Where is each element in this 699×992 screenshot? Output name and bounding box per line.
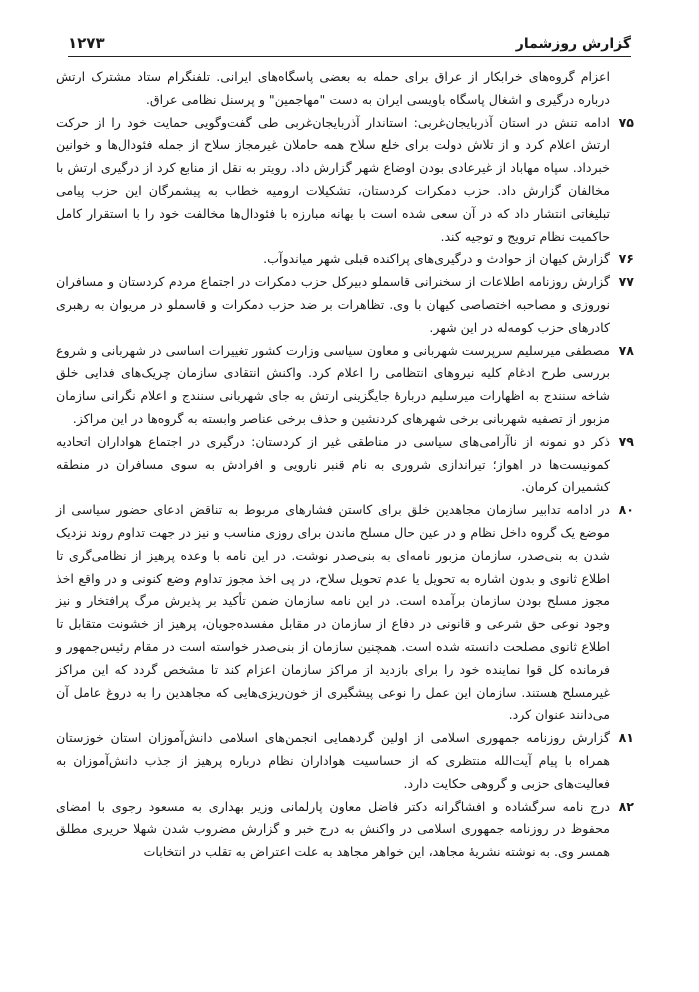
entry-number: ۷۸ xyxy=(618,342,634,358)
entry-78 xyxy=(56,340,634,431)
entry-80 xyxy=(56,499,634,727)
entry-text: ادامه تنش در استان آذربایجان‌غربی: استاندار آذربایجان‌غربی طی گفت‌وگویی حمایت خود را از حرکت ارتش اعلام کرد و از تلاش دولت برای خلع سلاح همه حاملان غیرمجاز سلاح از جمله فئودال‌ها و خوانین خبرداد. سپاه مهاباد از غیرعادی بودن اوضاع شهر گزارش داد. رویتر به نقل از منابع کرد از درگیری ارتش با مخالفان گزارش داد. حزب دمکرات کردستان، تشکیلات ارومیه خطاب به پیشمرگان این حزب پیامی تبلیغاتی انتشار داد که در آن سعی شده است با بهانه مبارزه با فئودال‌ها مخالفت خود را با استقرار کامل حاکمیت نظام ترویج و توجیه کند. xyxy=(56,114,610,244)
entry-text: مصطفی میرسلیم سرپرست شهربانی و معاون سیاسی وزارت کشور تغییرات اساسی در شهربانی و شروع بررسی طرح ادغام کلیه نیروهای انتظامی را اعلام کرد. واکنش انتقادی سازمان چریک‌های فدایی خلق شاخه سنندج به اظهارات میرسلیم دربارهٔ جایگزینی ارتش به جای شهربانی سنندج و اعلام نگرانی سازمان مزبور از تصفیه شهربانی برخی شهرهای کردنشین و حذف برخی عناصر وابسته به گروه‌ها در این مراکز. xyxy=(56,342,610,426)
entry-number: ۷۵ xyxy=(618,114,634,130)
entry-82 xyxy=(56,796,634,864)
entry-75 xyxy=(56,112,634,249)
entry-number: ۷۹ xyxy=(618,433,634,449)
running-title: گزارش روزشمار xyxy=(515,36,631,52)
entry-number: ۸۲ xyxy=(618,798,634,814)
entry-text: گزارش روزنامه جمهوری اسلامی از اولین گردهمایی انجمن‌های اسلامی دانش‌آموزان استان خوزستان همراه با پیام آیت‌الله منتظری که از حساسیت هواداران نظام درباره پرهیز از جذب دانش‌آموزان به فعالیت‌های حزبی و گروهی حکایت دارد. xyxy=(56,730,610,791)
entry-79 xyxy=(56,431,634,499)
entry-81 xyxy=(56,727,634,795)
entry-76 xyxy=(56,248,634,271)
running-header xyxy=(68,28,631,52)
entry-text: گزارش کیهان از حوادث و درگیری‌های پراکنده قبلی شهر میاندوآب. xyxy=(263,251,610,267)
entries-list xyxy=(56,66,634,864)
entry-number: ۸۱ xyxy=(618,730,634,746)
entry-text: اعزام گروه‌های خرابکار از عراق برای حمله به بعضی پاسگاه‌های ایرانی. تلفنگرام ستاد مشترک ارتش درباره درگیری و اشغال پاسگاه باویسی ایران به دست "مهاجمین" و پرسنل نظامی عراق. xyxy=(56,69,610,107)
entry-text: درج نامه سرگشاده و افشاگرانه دکتر فاضل معاون پارلمانی وزیر بهداری به مسعود رجوی با امضای محفوظ در روزنامه جمهوری اسلامی در واکنش به درج خبر و گزارش مضروب شدن شهلا حریری مطلق همسر وی. به نوشته نشریهٔ مجاهد، این خواهر مجاهد به علت اعتراض به تقلب در انتخابات xyxy=(56,798,610,860)
header-rule xyxy=(68,56,631,57)
entry-number: ۸۰ xyxy=(618,502,634,518)
entry-text: ذکر دو نمونه از ناآرامی‌های سیاسی در مناطقی غیر از کردستان: درگیری در اجتماع هواداران اتحادیه کمونیست‌ها در اهواز؛ تیراندازی شروری به نام قنبر نارویی و افرادش به سوی مسافران در منطقه کشمیران کرمان. xyxy=(56,433,610,495)
entry-number: ۷۷ xyxy=(618,274,634,290)
entry-77 xyxy=(56,271,634,339)
entry-text: در ادامه تدابیر سازمان مجاهدین خلق برای کاستن فشارهای مربوط به تناقض ادعای حضور سیاسی از موضع یک گروه داخل نظام و در عین حال مسلح ماندن برای روزی مناسب و نیز در جهت تداوم روند نزدیک شدن به بنی‌صدر، سازمان مزبور نامه‌ای به بنی‌صدر نوشت. در این نامه با وعده پرهیز از نظامی‌گری تا اطلاع ثانوی و بدون اشاره به تحویل یا عدم تحویل سلاح، در پی اخذ مجوز تداوم وضع کنونی و در واقع اخذ مجوز مسلح بودن سازمان برآمده است. در این نامه سازمان ضمن تأکید بر پذیرش مرگ پرافتخار و نیز وجود نوعی حق شرعی و قانونی در دفاع از سازمان در مقابل مفسده‌جویان، پرهیز از خشونت متقابل تا اطلاع ثانوی مصلحت دانسته شده است. همچنین سازمان از بنی‌صدر خواسته است در مقام رئیس‌جمهور و فرمانده کل قوا نماینده خود را برای بازدید از مراکز سازمان اعزام کند تا مشخص گردد که این مراکز غیرمسلح هستند. سازمان این عمل را نوعی پیشگیری از خون‌ریزی‌هایی که مجاهدین را به دروغ عامل آن می‌دانند عنوان کرد. xyxy=(56,502,610,723)
entry-number: ۷۶ xyxy=(618,251,634,267)
entry-continuation xyxy=(56,66,634,112)
entry-text: گزارش روزنامه اطلاعات از سخنرانی قاسملو دبیرکل حزب دمکرات در اجتماع مردم کردستان و مسافران نوروزی و مصاحبه اختصاصی کیهان با وی. تظاهرات بر ضد حزب دمکرات و قاسملو در مریوان به رهبری کادرهای حزب کومه‌له در این شهر. xyxy=(56,274,610,335)
page-number: ۱۲۷۳ xyxy=(68,34,105,52)
